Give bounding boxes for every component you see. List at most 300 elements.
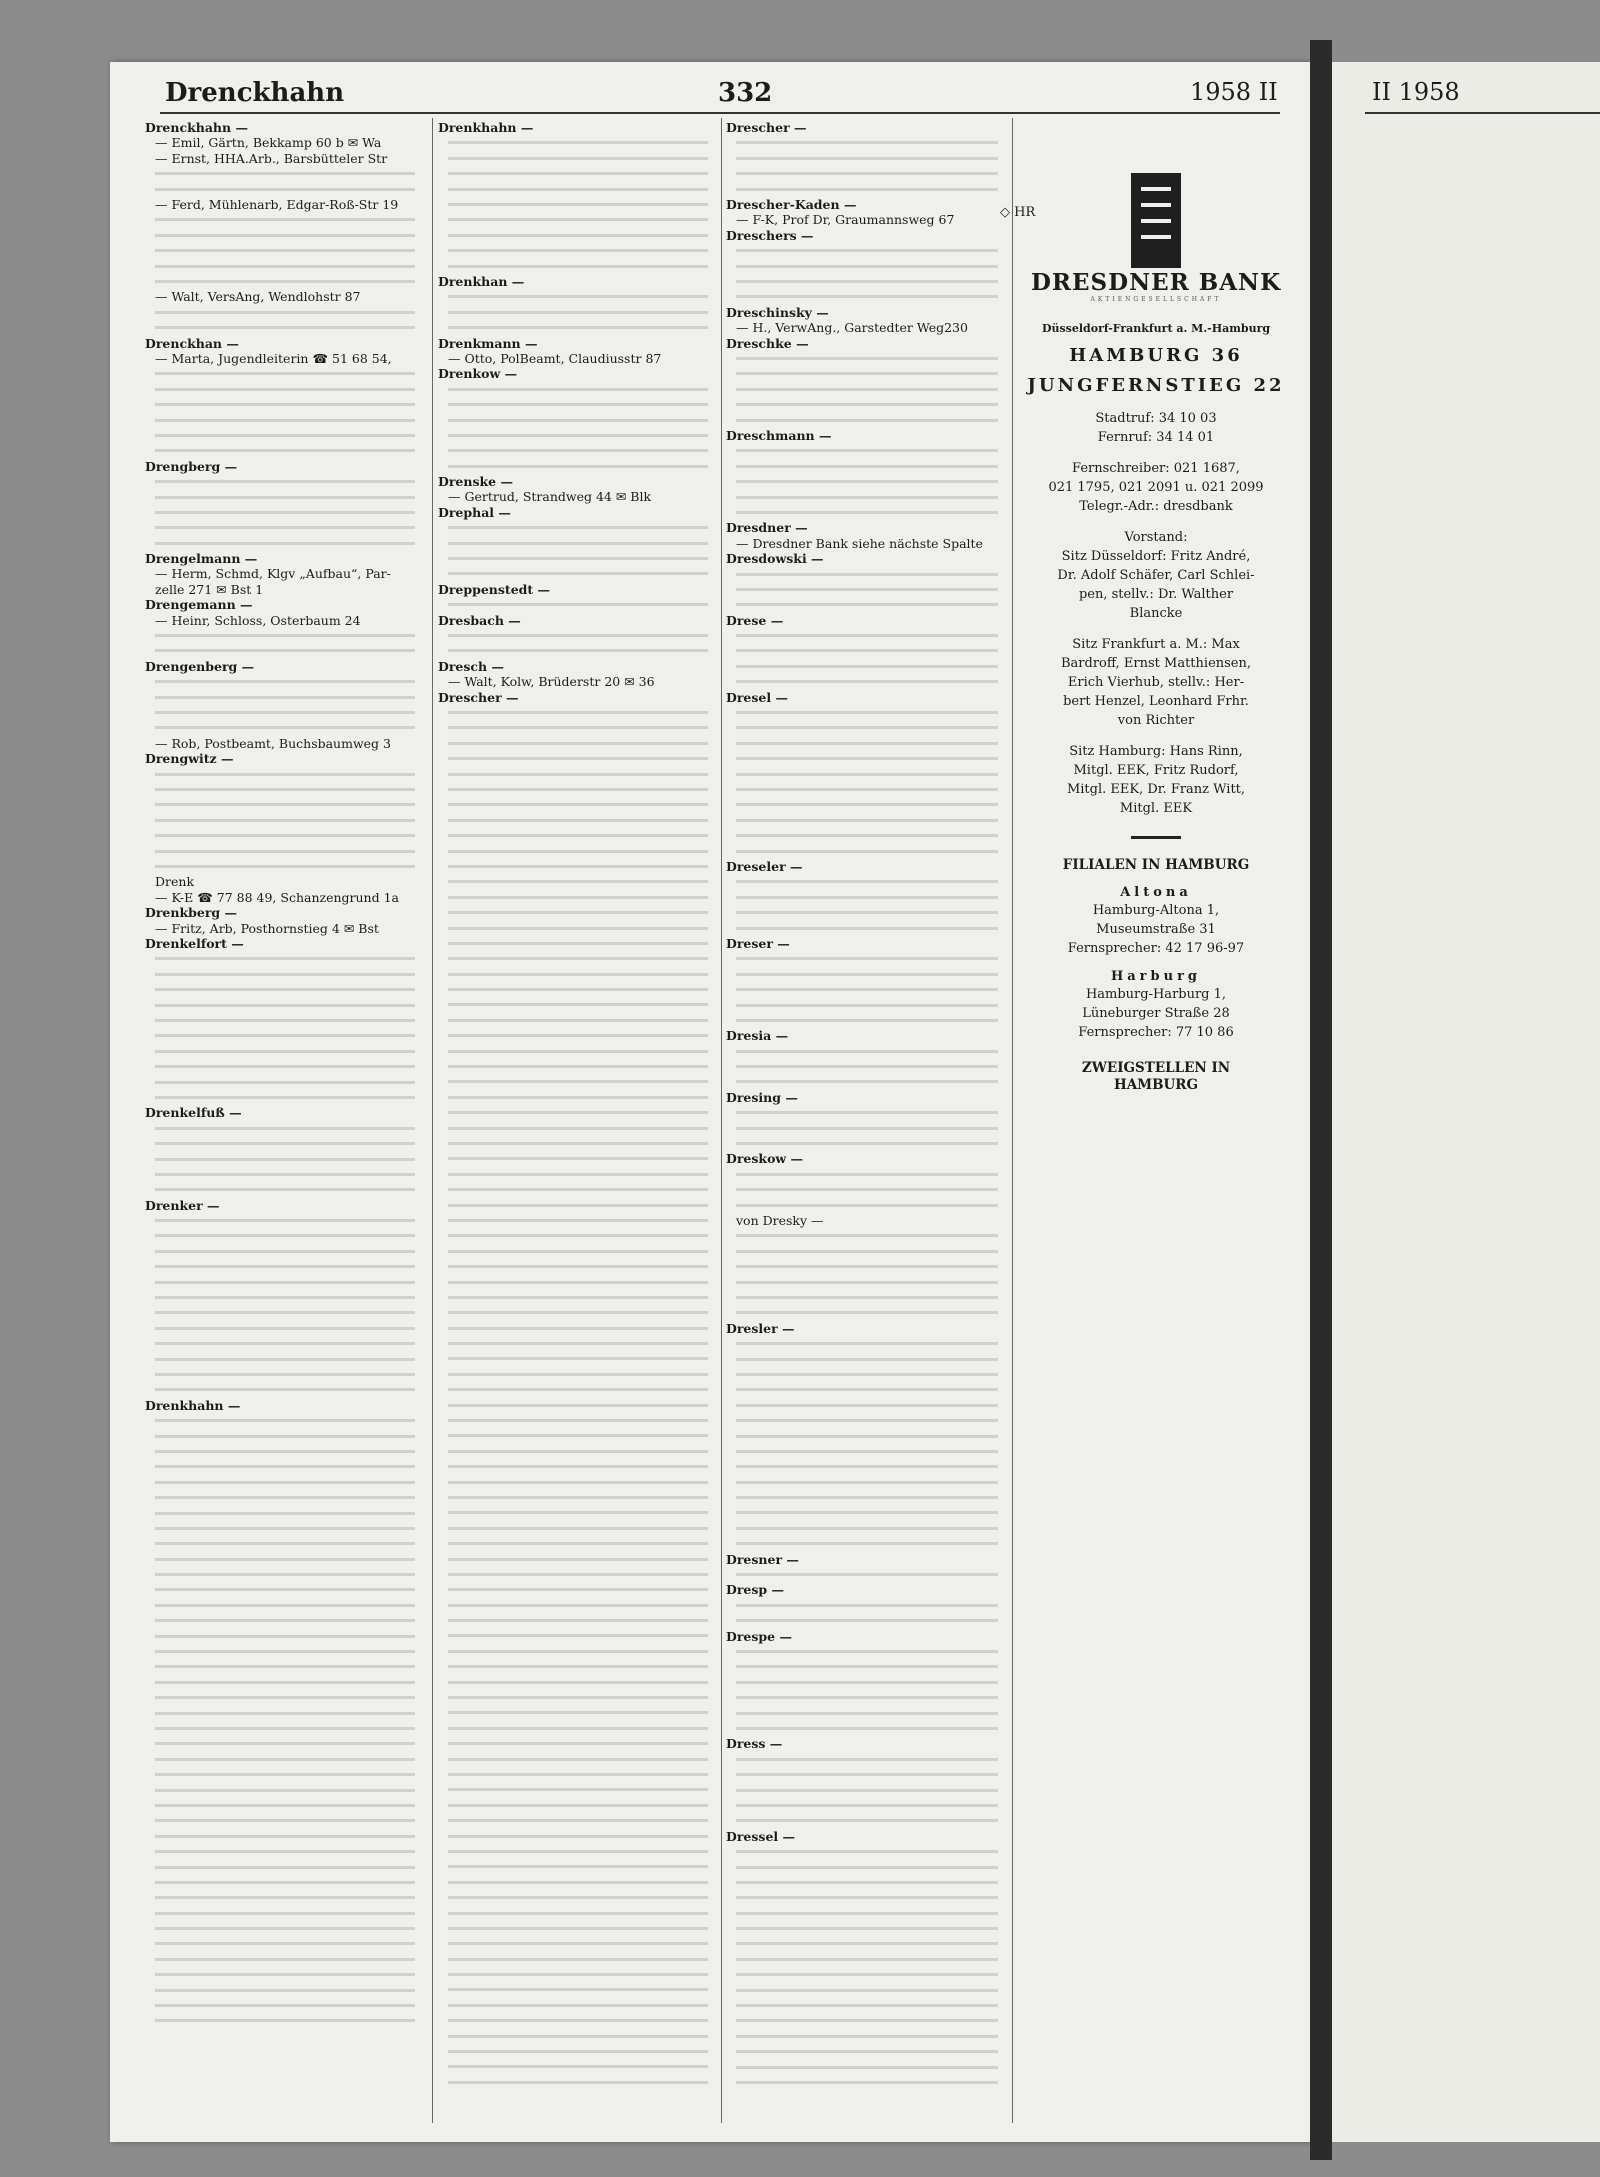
illegible-entry-line xyxy=(438,1059,716,1074)
illegible-entry-line xyxy=(726,582,1006,597)
illegible-entry-line xyxy=(726,182,1006,197)
zweigstellen-heading: HAMBURG xyxy=(1113,1077,1199,1093)
illegible-entry-line xyxy=(145,1044,423,1059)
board-line: Sitz Hamburg: Hans Rinn, xyxy=(1069,744,1243,759)
zweigstellen-heading: ZWEIGSTELLEN IN xyxy=(1081,1060,1231,1076)
illegible-entry-line xyxy=(145,382,423,397)
illegible-entry-line xyxy=(145,366,423,381)
harburg-line: Hamburg-Harburg 1, xyxy=(1085,987,1227,1002)
surname-heading: Dresch — xyxy=(438,658,504,674)
illegible-entry-line xyxy=(438,1552,716,1567)
surname-heading: Dreppenstedt — xyxy=(438,581,551,597)
illegible-entry-line xyxy=(726,720,1006,735)
illegible-entry-line xyxy=(438,997,716,1012)
surname-heading: Drenkhahn — xyxy=(145,1397,241,1413)
surname-heading: Drenkelfuß — xyxy=(145,1105,242,1121)
illegible-entry-line xyxy=(145,1244,423,1259)
bank-cities: Düsseldorf-Frankfurt a. M.-Hamburg xyxy=(1041,322,1271,335)
illegible-entry-line xyxy=(438,243,716,258)
directory-column-1 xyxy=(145,120,423,2029)
illegible-entry-line xyxy=(438,1213,716,1228)
illegible-entry-line xyxy=(438,951,716,966)
surname-heading: Dress — xyxy=(726,1736,783,1752)
surname-heading: Dreschmann — xyxy=(726,427,832,443)
illegible-entry-line xyxy=(438,628,716,643)
illegible-entry-line xyxy=(726,1936,1006,1951)
directory-entry: Drenk xyxy=(155,874,195,890)
board-line: von Richter xyxy=(1117,713,1195,728)
illegible-entry-line xyxy=(438,1367,716,1382)
illegible-entry-line xyxy=(145,166,423,181)
illegible-entry-line xyxy=(438,1505,716,1520)
illegible-entry-line xyxy=(438,151,716,166)
altona-line: Fernsprecher: 42 17 96-97 xyxy=(1067,941,1245,956)
illegible-entry-line xyxy=(145,859,423,874)
bank-logo-icon xyxy=(1131,173,1181,268)
illegible-entry-line xyxy=(726,1767,1006,1782)
illegible-entry-line xyxy=(145,428,423,443)
illegible-entry-line xyxy=(726,982,1006,997)
illegible-entry-line xyxy=(726,1906,1006,1921)
illegible-entry-line xyxy=(145,1228,423,1243)
illegible-entry-line xyxy=(145,1090,423,1105)
illegible-entry-line xyxy=(726,1690,1006,1705)
surname-heading: Dresp — xyxy=(726,1582,785,1598)
illegible-entry-line xyxy=(726,166,1006,181)
illegible-entry-line xyxy=(145,474,423,489)
illegible-entry-line xyxy=(438,1013,716,1028)
illegible-entry-line xyxy=(145,1598,423,1613)
illegible-entry-line xyxy=(438,967,716,982)
illegible-entry-line xyxy=(438,1182,716,1197)
illegible-entry-line xyxy=(438,1567,716,1582)
illegible-entry-line xyxy=(145,413,423,428)
illegible-entry-line xyxy=(726,2060,1006,2075)
illegible-entry-line xyxy=(726,274,1006,289)
illegible-entry-line xyxy=(438,1582,716,1597)
illegible-entry-line xyxy=(145,1767,423,1782)
illegible-entry-line xyxy=(726,1290,1006,1305)
illegible-entry-line xyxy=(145,1798,423,1813)
illegible-entry-line xyxy=(145,1305,423,1320)
illegible-entry-line xyxy=(726,1844,1006,1859)
illegible-entry-line xyxy=(726,2075,1006,2090)
illegible-entry-line xyxy=(145,1059,423,1074)
illegible-entry-line xyxy=(726,1505,1006,1520)
running-head-year-left: 1958 II xyxy=(1190,78,1278,106)
directory-entry: — Rob, Postbeamt, Buchsbaumweg 3 xyxy=(155,735,391,751)
illegible-entry-line xyxy=(145,982,423,997)
illegible-entry-line xyxy=(145,1967,423,1982)
illegible-entry-line xyxy=(726,474,1006,489)
illegible-entry-line xyxy=(726,890,1006,905)
harburg-heading: Harburg xyxy=(1110,969,1202,984)
illegible-entry-line xyxy=(145,797,423,812)
illegible-entry-line xyxy=(438,1074,716,1089)
illegible-entry-line xyxy=(438,1121,716,1136)
illegible-entry-line xyxy=(145,1952,423,1967)
illegible-entry-line xyxy=(145,1613,423,1628)
board-line: Blancke xyxy=(1129,606,1183,621)
directory-entry: zelle 271 ✉ Bst 1 xyxy=(155,581,264,597)
illegible-entry-line xyxy=(438,413,716,428)
illegible-entry-line xyxy=(145,690,423,705)
illegible-entry-line xyxy=(145,1921,423,1936)
illegible-entry-line xyxy=(726,1490,1006,1505)
illegible-entry-line xyxy=(438,135,716,150)
illegible-entry-line xyxy=(438,736,716,751)
illegible-entry-line xyxy=(438,551,716,566)
illegible-entry-line xyxy=(726,1952,1006,1967)
illegible-entry-line xyxy=(438,1536,716,1551)
illegible-entry-line xyxy=(438,720,716,735)
illegible-entry-line xyxy=(438,1428,716,1443)
illegible-entry-line xyxy=(145,1382,423,1397)
illegible-entry-line xyxy=(438,1382,716,1397)
illegible-entry-line xyxy=(438,1982,716,1997)
illegible-entry-line xyxy=(145,1275,423,1290)
illegible-entry-line xyxy=(438,443,716,458)
illegible-entry-line xyxy=(145,520,423,535)
illegible-entry-line xyxy=(145,1290,423,1305)
illegible-entry-line xyxy=(145,259,423,274)
bank-telex-1: Fernschreiber: 021 1687, xyxy=(1072,461,1240,476)
illegible-entry-line xyxy=(438,1490,716,1505)
illegible-entry-line xyxy=(145,1506,423,1521)
illegible-entry-line xyxy=(726,736,1006,751)
page-number: 332 xyxy=(718,78,773,108)
illegible-entry-line xyxy=(726,797,1006,812)
illegible-entry-line xyxy=(145,182,423,197)
illegible-entry-line xyxy=(145,1367,423,1382)
illegible-entry-line xyxy=(438,1336,716,1351)
illegible-entry-line xyxy=(438,1244,716,1259)
directory-entry: von Dresky — xyxy=(736,1213,824,1229)
illegible-entry-line xyxy=(726,1244,1006,1259)
illegible-entry-line xyxy=(438,1290,716,1305)
surname-heading: Drenker — xyxy=(145,1197,220,1213)
illegible-entry-line xyxy=(726,1398,1006,1413)
illegible-entry-line xyxy=(145,1321,423,1336)
illegible-entry-line xyxy=(726,1521,1006,1536)
illegible-entry-line xyxy=(145,243,423,258)
illegible-entry-line xyxy=(438,1151,716,1166)
illegible-entry-line xyxy=(438,1859,716,1874)
directory-entry: — Otto, PolBeamt, Claudiusstr 87 xyxy=(448,350,662,366)
illegible-entry-line xyxy=(726,490,1006,505)
illegible-entry-line xyxy=(438,1459,716,1474)
illegible-entry-line xyxy=(145,1490,423,1505)
surname-heading: Drenkelfort — xyxy=(145,936,244,952)
illegible-entry-line xyxy=(145,1936,423,1951)
illegible-entry-line xyxy=(145,505,423,520)
illegible-entry-line xyxy=(145,1860,423,1875)
illegible-entry-line xyxy=(438,767,716,782)
illegible-entry-line xyxy=(726,1459,1006,1474)
altona-line: Museumstraße 31 xyxy=(1096,922,1216,937)
surname-heading: Drespe — xyxy=(726,1628,792,1644)
surname-heading: Dresing — xyxy=(726,1089,798,1105)
surname-heading: Dressel — xyxy=(726,1828,796,1844)
hr-mark: ◇ HR xyxy=(1000,205,1036,220)
illegible-entry-line xyxy=(726,674,1006,689)
illegible-entry-line xyxy=(145,1121,423,1136)
illegible-entry-line xyxy=(145,1459,423,1474)
illegible-entry-line xyxy=(145,1567,423,1582)
illegible-entry-line xyxy=(438,1305,716,1320)
illegible-entry-line xyxy=(726,1259,1006,1274)
illegible-entry-line xyxy=(726,1074,1006,1089)
illegible-entry-line xyxy=(145,720,423,735)
directory-entry: — K-E ☎ 77 88 49, Schanzengrund 1a xyxy=(155,889,399,905)
illegible-entry-line xyxy=(726,289,1006,304)
surname-heading: Drenkmann — xyxy=(438,335,538,351)
surname-heading: Dreschers — xyxy=(726,227,814,243)
illegible-entry-line xyxy=(726,1860,1006,1875)
illegible-entry-line xyxy=(145,1352,423,1367)
illegible-entry-line xyxy=(438,890,716,905)
illegible-entry-line xyxy=(145,1028,423,1043)
illegible-entry-line xyxy=(726,1136,1006,1151)
illegible-entry-line xyxy=(438,874,716,889)
directory-column-2 xyxy=(438,120,716,2090)
illegible-entry-line xyxy=(726,782,1006,797)
surname-heading: Dresia — xyxy=(726,1028,789,1044)
board-line: Mitgl. EEK xyxy=(1119,801,1193,816)
illegible-entry-line xyxy=(438,1998,716,2013)
illegible-entry-line xyxy=(145,767,423,782)
illegible-entry-line xyxy=(145,228,423,243)
illegible-entry-line xyxy=(145,1752,423,1767)
illegible-entry-line xyxy=(438,2059,716,2074)
illegible-entry-line xyxy=(726,443,1006,458)
illegible-entry-line xyxy=(726,259,1006,274)
illegible-entry-line xyxy=(726,1413,1006,1428)
bank-subtitle: AKTIENGESELLSCHAFT xyxy=(1090,296,1222,303)
board-line: Erich Vierhub, stellv.: Her- xyxy=(1067,675,1245,690)
illegible-entry-line xyxy=(726,1644,1006,1659)
illegible-entry-line xyxy=(145,813,423,828)
illegible-entry-line xyxy=(726,767,1006,782)
illegible-entry-line xyxy=(438,1705,716,1720)
illegible-entry-line xyxy=(726,1706,1006,1721)
illegible-entry-line xyxy=(726,2013,1006,2028)
illegible-entry-line xyxy=(726,874,1006,889)
board-line: Mitgl. EEK, Fritz Rudorf, xyxy=(1073,763,1239,778)
illegible-entry-line xyxy=(145,1659,423,1674)
surname-heading: Drenske — xyxy=(438,474,513,490)
illegible-entry-line xyxy=(726,1875,1006,1890)
illegible-entry-line xyxy=(438,212,716,227)
illegible-entry-line xyxy=(726,1105,1006,1120)
directory-column-3 xyxy=(726,120,1006,2090)
illegible-entry-line xyxy=(438,1598,716,1613)
illegible-entry-line xyxy=(438,797,716,812)
surname-heading: Drescher — xyxy=(438,689,519,705)
directory-entry: — Marta, Jugendleiterin ☎ 51 68 54, xyxy=(155,350,392,366)
illegible-entry-line xyxy=(438,1736,716,1751)
surname-heading: Drenkberg — xyxy=(145,905,237,921)
illegible-entry-line xyxy=(438,1136,716,1151)
illegible-entry-line xyxy=(438,1644,716,1659)
illegible-entry-line xyxy=(145,1890,423,1905)
illegible-entry-line xyxy=(726,1890,1006,1905)
illegible-entry-line xyxy=(726,1752,1006,1767)
illegible-entry-line xyxy=(726,1567,1006,1582)
illegible-entry-line xyxy=(726,1983,1006,1998)
illegible-entry-line xyxy=(438,197,716,212)
right-page xyxy=(1332,62,1600,2142)
illegible-entry-line xyxy=(438,1444,716,1459)
illegible-entry-line xyxy=(438,1028,716,1043)
surname-heading: Drephal — xyxy=(438,504,511,520)
illegible-entry-line xyxy=(438,1351,716,1366)
surname-heading: Drese — xyxy=(726,612,784,628)
illegible-entry-line xyxy=(726,1121,1006,1136)
illegible-entry-line xyxy=(438,1259,716,1274)
illegible-entry-line xyxy=(726,967,1006,982)
illegible-entry-line xyxy=(438,2013,716,2028)
illegible-entry-line xyxy=(145,397,423,412)
illegible-entry-line xyxy=(438,1628,716,1643)
illegible-entry-line xyxy=(726,844,1006,859)
illegible-entry-line xyxy=(438,459,716,474)
bank-telex-2: 021 1795, 021 2091 u. 021 2099 xyxy=(1048,480,1264,495)
altona-heading: Altona xyxy=(1120,885,1192,900)
illegible-entry-line xyxy=(726,1598,1006,1613)
illegible-entry-line xyxy=(145,1582,423,1597)
illegible-entry-line xyxy=(438,597,716,612)
illegible-entry-line xyxy=(438,982,716,997)
directory-entry: — F-K, Prof Dr, Graumannsweg 67 xyxy=(736,212,955,228)
illegible-entry-line xyxy=(726,1798,1006,1813)
illegible-entry-line xyxy=(145,998,423,1013)
illegible-entry-line xyxy=(438,1798,716,1813)
illegible-entry-line xyxy=(726,921,1006,936)
illegible-entry-line xyxy=(438,828,716,843)
board-line: Dr. Adolf Schäfer, Carl Schlei- xyxy=(1057,568,1255,583)
header-rule-right xyxy=(1365,112,1600,114)
directory-entry: — Heinr, Schloss, Osterbaum 24 xyxy=(155,612,361,628)
illegible-entry-line xyxy=(726,2044,1006,2059)
running-head-year-right: II 1958 xyxy=(1372,78,1460,106)
surname-heading: Dresner — xyxy=(726,1551,799,1567)
illegible-entry-line xyxy=(726,1783,1006,1798)
illegible-entry-line xyxy=(438,1844,716,1859)
illegible-entry-line xyxy=(726,505,1006,520)
illegible-entry-line xyxy=(438,1767,716,1782)
illegible-entry-line xyxy=(726,1167,1006,1182)
illegible-entry-line xyxy=(438,428,716,443)
illegible-entry-line xyxy=(438,536,716,551)
directory-entry: — Emil, Gärtn, Bekkamp 60 b ✉ Wa xyxy=(155,135,382,151)
illegible-entry-line xyxy=(726,1998,1006,2013)
illegible-entry-line xyxy=(145,1213,423,1228)
directory-entry: — Walt, Kolw, Brüderstr 20 ✉ 36 xyxy=(448,674,655,690)
illegible-entry-line xyxy=(726,1536,1006,1551)
illegible-entry-line xyxy=(438,1228,716,1243)
illegible-entry-line xyxy=(726,1659,1006,1674)
illegible-entry-line xyxy=(145,643,423,658)
illegible-entry-line xyxy=(438,1675,716,1690)
illegible-entry-line xyxy=(438,1398,716,1413)
illegible-entry-line xyxy=(726,1228,1006,1243)
illegible-entry-line xyxy=(145,274,423,289)
illegible-entry-line xyxy=(145,1906,423,1921)
illegible-entry-line xyxy=(438,705,716,720)
illegible-entry-line xyxy=(145,951,423,966)
illegible-entry-line xyxy=(438,397,716,412)
dresdner-bank-advert xyxy=(1010,118,1302,2128)
surname-heading: Drenckhahn — xyxy=(145,120,248,135)
illegible-entry-line xyxy=(438,1782,716,1797)
illegible-entry-line xyxy=(438,1105,716,1120)
surname-heading: Drengenberg — xyxy=(145,658,255,674)
illegible-entry-line xyxy=(438,643,716,658)
surname-heading: Drengwitz — xyxy=(145,751,234,767)
illegible-entry-line xyxy=(145,782,423,797)
illegible-entry-line xyxy=(726,1721,1006,1736)
bank-address-1: HAMBURG 36 xyxy=(1069,345,1243,366)
illegible-entry-line xyxy=(438,566,716,581)
illegible-entry-line xyxy=(438,1413,716,1428)
illegible-entry-line xyxy=(145,1875,423,1890)
illegible-entry-line xyxy=(438,1198,716,1213)
illegible-entry-line xyxy=(726,628,1006,643)
illegible-entry-line xyxy=(438,1721,716,1736)
illegible-entry-line xyxy=(726,243,1006,258)
illegible-entry-line xyxy=(438,1829,716,1844)
illegible-entry-line xyxy=(145,1013,423,1028)
illegible-entry-line xyxy=(726,1044,1006,1059)
illegible-entry-line xyxy=(726,567,1006,582)
illegible-entry-line xyxy=(726,151,1006,166)
surname-heading: Drescher — xyxy=(726,120,807,135)
illegible-entry-line xyxy=(438,1475,716,1490)
illegible-entry-line xyxy=(145,1521,423,1536)
illegible-entry-line xyxy=(438,1167,716,1182)
illegible-entry-line xyxy=(145,1552,423,1567)
illegible-entry-line xyxy=(145,674,423,689)
illegible-entry-line xyxy=(726,905,1006,920)
bank-name: DRESDNER BANK xyxy=(1030,269,1282,296)
directory-entry: — Herm, Schmd, Klgv „Aufbau“, Par- xyxy=(155,566,391,582)
illegible-entry-line xyxy=(438,905,716,920)
illegible-entry-line xyxy=(145,1706,423,1721)
directory-entry: — Dresdner Bank siehe nächste Spalte xyxy=(736,535,983,551)
illegible-entry-line xyxy=(145,1413,423,1428)
board-heading: Vorstand: xyxy=(1124,530,1188,545)
illegible-entry-line xyxy=(438,813,716,828)
illegible-entry-line xyxy=(726,459,1006,474)
illegible-entry-line xyxy=(145,1475,423,1490)
surname-heading: Drengelmann — xyxy=(145,551,258,567)
illegible-entry-line xyxy=(726,1382,1006,1397)
illegible-entry-line xyxy=(726,2029,1006,2044)
illegible-entry-line xyxy=(145,1182,423,1197)
directory-entry: — Gertrud, Strandweg 44 ✉ Blk xyxy=(448,489,652,505)
illegible-entry-line xyxy=(726,351,1006,366)
illegible-entry-line xyxy=(145,305,423,320)
board-line: pen, stellv.: Dr. Walther xyxy=(1078,587,1234,602)
surname-heading: Dreskow — xyxy=(726,1151,804,1167)
illegible-entry-line xyxy=(438,751,716,766)
directory-entry: — Fritz, Arb, Posthornstieg 4 ✉ Bst xyxy=(155,920,379,936)
harburg-line: Lüneburger Straße 28 xyxy=(1082,1006,1230,1021)
board-line: Sitz Düsseldorf: Fritz André, xyxy=(1061,549,1251,564)
surname-heading: Dresel — xyxy=(726,689,788,705)
illegible-entry-line xyxy=(145,212,423,227)
